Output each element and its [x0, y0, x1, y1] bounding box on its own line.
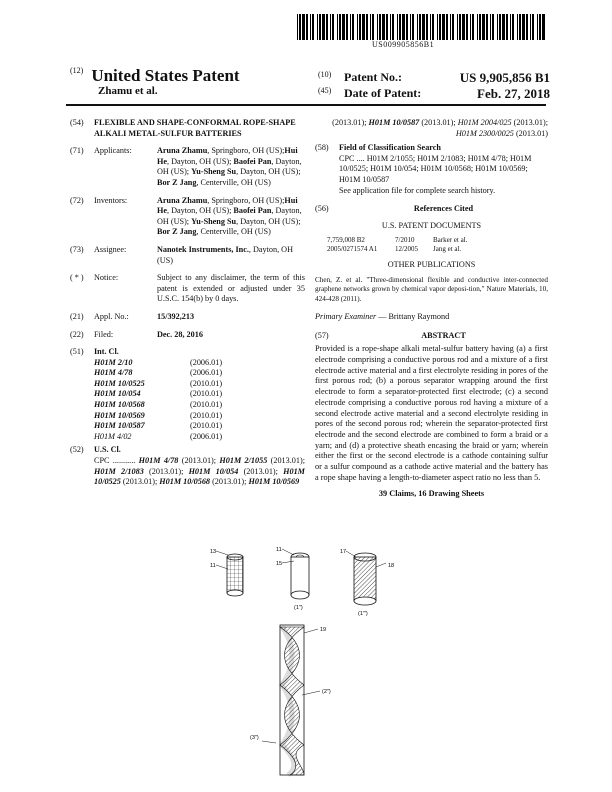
barcode-bar — [530, 14, 531, 40]
patent-citation-row — [327, 236, 548, 245]
citation-author: Jang et al. — [433, 245, 462, 254]
filed-field — [70, 330, 305, 341]
patent-number-row — [318, 70, 550, 86]
int-cl-class: H01M 4/78 — [94, 368, 133, 378]
person-location: , Centerville, OH (US) — [196, 177, 271, 187]
notice-field — [70, 273, 305, 305]
field-of-search-title: Field of Classification Search — [339, 143, 441, 153]
person-name: Yu-Sheng Su — [191, 167, 237, 177]
cpc-part: (2013.01); — [511, 118, 548, 127]
barcode-bar — [517, 14, 518, 40]
cpc-part: (2013.01); — [238, 466, 284, 476]
barcode-bar — [317, 14, 318, 40]
barcode-bar — [319, 14, 321, 40]
field-code: (71) — [70, 146, 84, 156]
cpc-part: H01M 2300/0025 — [455, 128, 514, 138]
barcode-bar — [297, 14, 298, 40]
application-number: 15/392,213 — [157, 311, 195, 321]
applicants-list — [157, 146, 305, 188]
cpc-part: H01M 10/0587 — [368, 118, 420, 127]
us-patent-documents — [327, 236, 548, 254]
cpc-part: (2013.01); — [210, 477, 249, 487]
barcode-bar — [522, 14, 525, 40]
barcode-bar — [419, 14, 421, 40]
barcode-bar — [406, 14, 408, 40]
references-title: References Cited — [413, 204, 474, 214]
barcode-bar — [312, 14, 314, 40]
braided-battery-figure — [262, 625, 320, 775]
barcode-bar — [346, 14, 348, 40]
barcode-bar — [357, 14, 358, 40]
wrapped-rod-figure — [282, 549, 309, 599]
barcode-bar — [532, 14, 534, 40]
barcode-bar — [339, 14, 341, 40]
barcode-bar — [377, 14, 378, 40]
citation-number: 7,759,008 B2 — [327, 236, 365, 245]
barcode-bar — [426, 14, 428, 40]
us-patent-documents-title: U.S. PATENT DOCUMENTS — [381, 220, 482, 230]
assignee-place: , Dayton, OH (US) — [157, 244, 294, 265]
person-name: Aruna Zhamu — [157, 195, 208, 205]
barcode-bar — [412, 14, 414, 40]
int-cl-row — [94, 379, 305, 390]
barcode-bar — [372, 14, 374, 40]
barcode-bar — [402, 14, 405, 40]
cpc-part: (2013.01); — [419, 118, 458, 127]
patent-citation-row — [327, 245, 548, 254]
assignee-value — [157, 245, 305, 266]
abstract-title: ABSTRACT — [421, 330, 466, 340]
applicants-field — [70, 146, 305, 188]
figure-label: (1") — [294, 605, 303, 611]
barcode-bar — [510, 14, 511, 40]
notice-text: Subject to any disclaimer, the term of this patent is extended or adjusted under 35 U.S.C. 154(b) by 0 days. — [157, 273, 305, 304]
citation-number: 2005/0271574 A1 — [327, 245, 378, 254]
barcode-bar — [512, 14, 514, 40]
cpc-part: H01M 10/0569 — [248, 477, 300, 487]
barcode-bar — [392, 14, 394, 40]
field-label: Inventors: — [94, 195, 128, 205]
claims-summary: 39 Claims, 16 Drawing Sheets — [378, 489, 485, 499]
barcode-bar — [410, 14, 411, 40]
invention-title: FLEXIBLE AND SHAPE-CONFORMAL ROPE-SHAPE ALKALI METAL-SULFUR BATTERIES — [94, 118, 296, 138]
field-code: (22) — [70, 329, 84, 339]
assignee-field — [70, 245, 305, 266]
barcode-bar — [472, 14, 474, 40]
field-code: (58) — [315, 143, 329, 153]
field-of-search-cpc: CPC .... H01M 2/1055; H01M 2/1083; H01M 4/78; H01M 10/0525; H01M 10/054; H01M 10/0568; H01M 10/0569; H01M 10/0587 — [339, 153, 532, 184]
barcode-bar — [430, 14, 431, 40]
patent-number-label: Patent No.: — [344, 70, 402, 84]
barcode-bar — [417, 14, 418, 40]
cpc-part: (2013.01); — [267, 456, 305, 466]
figure-label: 11 — [276, 547, 282, 553]
person-location: , Dayton, OH (US); — [157, 156, 302, 177]
barcode-bar — [482, 14, 485, 40]
barcode-bar — [477, 14, 478, 40]
barcode-bar — [332, 14, 334, 40]
application-number-field — [70, 312, 305, 323]
field-of-search-body — [339, 143, 548, 196]
person-location: , Centerville, OH (US) — [196, 227, 271, 237]
examiner-label: Primary Examiner — [315, 312, 377, 322]
cpc-part: H01M 2/1083 — [94, 466, 144, 476]
person-name: Aruna Zhamu — [157, 146, 208, 156]
citation-author: Barker et al. — [433, 236, 468, 245]
barcode-bar — [330, 14, 331, 40]
int-cl-version: (2006.01) — [190, 431, 223, 441]
int-cl-label: Int. Cl. — [94, 347, 119, 357]
barcode-bar — [466, 14, 468, 40]
field-code: (72) — [70, 195, 84, 205]
barcode-bar — [437, 14, 438, 40]
int-cl-class: H01M 4/02 — [94, 431, 132, 441]
int-cl-version: (2010.01) — [190, 378, 223, 388]
person-name: Yu-Sheng Su — [191, 216, 237, 226]
barcode-bar — [322, 14, 325, 40]
patent-date-label: Date of Patent: — [344, 86, 422, 100]
patent-number-value: US 9,905,856 B1 — [459, 70, 550, 85]
figure-label: 17 — [340, 549, 347, 555]
person-location: , Springboro, OH (US); — [207, 195, 285, 205]
abstract-text: Provided is a rope-shape alkali metal-sulfur battery having (a) a first electrode comprising a conductive porous rod and a mixture of a first electrode active material and a first electrolyte residing in pores of the first porous rod; (b) a porous separator wrapping around the first electrode to form a separator-protected first electrode; (c) a second electrode comprising a conductive porous rod having a mixture of a second electrode active material and a second electrolyte residing in pores of the second porous rod; wherein the separator-protected first electrode and the second electrode are combined to form a braid or a yarn; and (d) a protective sheath encasing the braid or yarn; wherein either the first or the second electrode is a cathode containing sulfur or a sulfur compound as a cathode active material and the battery has a rope shape having a length-to-diameter aspect ratio no less than 5. — [315, 344, 548, 482]
citation-date: 7/2010 — [395, 236, 415, 245]
int-cl-class: H01M 10/0587 — [94, 421, 145, 431]
int-cl-version: (2010.01) — [190, 410, 223, 420]
barcode-bar — [506, 14, 508, 40]
int-cl-row — [94, 389, 305, 400]
field-label: Applicants: — [94, 146, 132, 156]
int-cl-row — [94, 411, 305, 422]
int-cl-version: (2010.01) — [190, 389, 223, 399]
porous-rod-figure — [216, 551, 243, 596]
field-code: (52) — [70, 445, 84, 455]
patent-date-value: Feb. 27, 2018 — [477, 86, 550, 101]
field-code: (45) — [318, 86, 332, 95]
int-cl-class: H01M 10/054 — [94, 389, 141, 399]
person-location: , Dayton, OH (US); — [167, 206, 234, 216]
barcode-bar — [539, 14, 541, 40]
int-cl-row — [94, 421, 305, 432]
cpc-part: H01M 10/054 — [188, 466, 239, 476]
barcode-bar — [459, 14, 461, 40]
patent-type-title: United States Patent — [91, 66, 240, 85]
barcode-bar — [397, 14, 398, 40]
int-cl-row — [94, 368, 305, 379]
barcode-bar — [486, 14, 488, 40]
barcode-bar — [399, 14, 401, 40]
barcode-bar — [326, 14, 328, 40]
cpc-part: (2013.01); — [120, 477, 160, 487]
figure-label: 18 — [388, 563, 395, 569]
barcode-bar — [310, 14, 311, 40]
int-cl-body — [94, 347, 305, 442]
field-code: (21) — [70, 311, 84, 321]
cpc-label: CPC ........... — [94, 456, 136, 466]
inventors-list — [157, 196, 305, 238]
field-code: (56) — [315, 204, 329, 214]
barcode-bar — [462, 14, 465, 40]
figure-label: 13 — [210, 549, 217, 555]
inventors-field — [70, 196, 305, 238]
examiner-name: — Brittany Raymond — [376, 312, 450, 322]
cpc-part: H01M 10/0568 — [159, 477, 211, 487]
person-location: , Springboro, OH (US); — [207, 146, 285, 156]
barcode-bar — [342, 14, 345, 40]
barcode-bar — [479, 14, 481, 40]
int-cl-list — [94, 358, 305, 443]
patent-header-title — [70, 66, 240, 86]
separator-rod-figure — [346, 551, 386, 605]
field-of-search-note: See application file for complete search history. — [339, 185, 496, 195]
barcode-bar — [366, 14, 368, 40]
int-cl-class: H01M 10/0569 — [94, 410, 145, 420]
barcode-bar — [302, 14, 305, 40]
barcode-bar — [490, 14, 491, 40]
person-location: , Dayton, OH (US); — [167, 156, 234, 166]
field-label: Appl. No.: — [94, 311, 129, 321]
header-divider — [66, 104, 546, 106]
int-cl-field — [70, 347, 305, 442]
references-heading — [315, 204, 548, 215]
title-field — [70, 118, 305, 139]
barcode — [297, 14, 545, 40]
barcode-bar — [299, 14, 301, 40]
person-name: Baofei Pan — [233, 156, 272, 166]
cpc-classification — [94, 456, 305, 488]
barcode-bar — [362, 14, 365, 40]
int-cl-row — [94, 400, 305, 411]
field-code: (51) — [70, 347, 84, 357]
us-cl-label: U.S. Cl. — [94, 445, 121, 455]
int-cl-row — [94, 432, 305, 443]
barcode-bar — [386, 14, 388, 40]
other-publications-title: OTHER PUBLICATIONS — [387, 260, 476, 270]
barcode-bar — [306, 14, 308, 40]
int-cl-version: (2010.01) — [190, 400, 223, 410]
field-of-search — [315, 143, 548, 196]
filed-date: Dec. 28, 2016 — [157, 329, 203, 339]
cpc-part: (2013.01) — [513, 128, 548, 138]
patent-number-block — [318, 70, 550, 102]
figure-label: (3") — [250, 735, 259, 741]
barcode-bar — [450, 14, 451, 40]
int-cl-class: H01M 10/0568 — [94, 400, 145, 410]
barcode-bar — [537, 14, 538, 40]
figure-label: (1"') — [358, 611, 368, 617]
us-cl-body — [94, 445, 305, 487]
barcode-bar — [452, 14, 454, 40]
int-cl-version: (2006.01) — [190, 368, 223, 378]
figure-label: (2") — [322, 689, 331, 695]
barcode-bar — [422, 14, 425, 40]
cpc-part: (2013.01); — [332, 118, 369, 127]
barcode-number: US009905856B1 — [372, 40, 435, 49]
abstract-heading — [315, 331, 548, 342]
barcode-bar — [350, 14, 351, 40]
int-cl-class: H01M 2/10 — [94, 357, 133, 367]
cpc-part: H01M 4/78 — [135, 456, 179, 466]
barcode-bar — [442, 14, 445, 40]
person-name: Baofei Pan — [233, 206, 272, 216]
field-code: (73) — [70, 244, 84, 254]
person-name: Hui He — [157, 146, 298, 166]
patent-date-row — [318, 86, 550, 102]
barcode-bar — [439, 14, 441, 40]
field-label: Notice: — [94, 273, 119, 283]
field-label: Filed: — [94, 329, 114, 339]
header-code: (12) — [70, 66, 84, 75]
barcode-bar — [526, 14, 528, 40]
field-code: (10) — [318, 70, 332, 79]
barcode-bar — [457, 14, 458, 40]
examiner-line — [315, 312, 548, 323]
citation-date: 12/2005 — [395, 245, 418, 254]
cpc-continuation — [315, 118, 548, 139]
us-cl-field — [70, 445, 305, 487]
field-code: ( * ) — [70, 273, 84, 283]
person-location: , Dayton, OH (US); — [236, 216, 301, 226]
barcode-bar — [519, 14, 521, 40]
int-cl-version: (2010.01) — [190, 421, 223, 431]
barcode-bar — [352, 14, 354, 40]
person-name: Bor Z Jang — [157, 227, 197, 237]
barcode-bar — [370, 14, 371, 40]
cpc-part: H01M 2/1055 — [219, 456, 268, 466]
barcode-bar — [497, 14, 498, 40]
cpc-part: H01M 2004/025 — [457, 118, 512, 127]
person-name: Hui He — [157, 195, 298, 216]
field-code: (54) — [70, 118, 84, 127]
int-cl-version: (2006.01) — [190, 357, 223, 367]
barcode-bar — [470, 14, 471, 40]
figure-label: 15 — [276, 561, 283, 567]
int-cl-class: H01M 10/0525 — [94, 378, 145, 388]
person-location: , Dayton, OH (US); — [236, 167, 301, 177]
authors: Zhamu et al. — [98, 85, 158, 97]
other-publication-citation: Chen, Z. et al. "Three-dimensional flexible and conductive inter-connected graphene networks grown by chemical vapor deposi-tion," Nature Materials, 10, 424-428 (2011). — [315, 275, 548, 303]
barcode-bar — [502, 14, 505, 40]
barcode-bar — [542, 14, 545, 40]
barcode-bar — [492, 14, 494, 40]
left-column — [70, 118, 305, 495]
barcode-bar — [446, 14, 448, 40]
barcode-bar — [382, 14, 385, 40]
barcode-bar — [390, 14, 391, 40]
barcode-bar — [432, 14, 434, 40]
right-column — [315, 118, 548, 500]
field-label: Assignee: — [94, 244, 127, 254]
figure-label: 19 — [320, 627, 327, 633]
barcode-bar — [337, 14, 338, 40]
int-cl-row — [94, 358, 305, 369]
person-location: , Dayton, OH (US); — [157, 206, 302, 226]
cpc-part: H01M 10/0525 — [94, 466, 305, 487]
patent-drawing — [190, 545, 430, 785]
barcode-bar — [499, 14, 501, 40]
person-name: Bor Z Jang — [157, 177, 197, 187]
cpc-part: (2013.01); — [143, 466, 189, 476]
barcode-bar — [379, 14, 381, 40]
figure-label: 11 — [210, 563, 216, 569]
barcode-bar — [359, 14, 361, 40]
cpc-part: (2013.01); — [178, 456, 220, 466]
field-code: (57) — [315, 330, 329, 340]
assignee-name: Nanotek Instruments, Inc. — [157, 244, 249, 254]
